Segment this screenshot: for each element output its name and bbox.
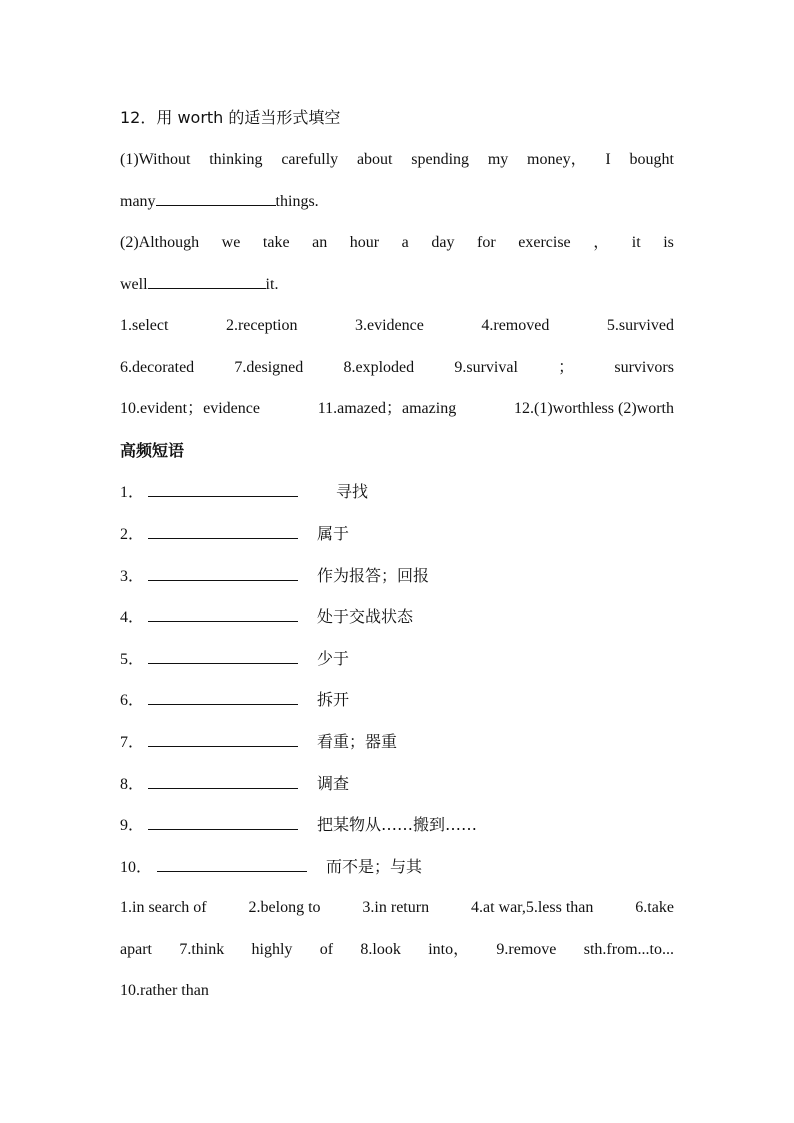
q1-word: I [605, 151, 611, 168]
answer-item: 5.survived [606, 317, 674, 334]
phrase-number: 8． [120, 776, 145, 793]
q1-word: carefully [281, 151, 339, 168]
answer-item: 7.designed [234, 359, 304, 376]
q2-word: take [262, 234, 290, 251]
answer-item: 1.in search of [120, 899, 207, 916]
q2-word: day [431, 234, 455, 251]
phrase-meaning: 而不是；与其 [326, 857, 423, 876]
phrase-meaning: 看重；器重 [317, 732, 398, 751]
q1-word: thinking [209, 151, 263, 168]
answer-item: 12.(1)worthless (2)worth [514, 400, 674, 417]
q1-prefix: many [120, 193, 156, 210]
answer-blank[interactable] [156, 191, 276, 206]
phrase-blank[interactable] [148, 482, 298, 497]
q1-word: about [356, 151, 393, 168]
answer-item: sth.from...to... [583, 941, 674, 958]
phrase-blank[interactable] [148, 524, 298, 539]
phrase-item [120, 690, 350, 711]
answer-item: 9.remove [496, 941, 557, 958]
section-heading: 高频短语 [120, 441, 185, 460]
q2-word: it [631, 234, 641, 251]
phrase-meaning: 作为报答；回报 [317, 566, 430, 585]
answer-item: survivors [614, 359, 674, 376]
question-2-line-1 [120, 233, 674, 253]
answer-item: of [319, 941, 334, 958]
phrase-blank[interactable] [148, 774, 298, 789]
phrase-meaning: 属于 [317, 524, 350, 543]
question-1-line-1 [120, 150, 674, 170]
phrase-meaning: 处于交战状态 [317, 607, 414, 626]
answers-row [120, 316, 674, 336]
q2-word: for [477, 234, 496, 251]
answer-item: ； [558, 359, 575, 376]
phrase-number: 2． [120, 526, 145, 543]
q2-word: is [663, 234, 674, 251]
answer-item: 9.survival [454, 359, 518, 376]
q2-word: ， [593, 234, 610, 251]
answer-item: 2.belong to [248, 899, 321, 916]
q1-word: money， [527, 151, 587, 168]
phrase-item [120, 524, 350, 545]
answer-item: apart [120, 941, 152, 958]
phrase-meaning: 调查 [317, 774, 350, 793]
phrase-meaning: 少于 [317, 649, 350, 668]
q1-word: bought [629, 151, 674, 168]
q2-word: hour [349, 234, 380, 251]
phrase-item [120, 566, 430, 587]
q1-suffix: things. [275, 193, 319, 210]
q1-word: spending [411, 151, 470, 168]
phrase-blank[interactable] [148, 815, 298, 830]
phrase-number: 7． [120, 734, 145, 751]
answer-item: 8.look [360, 941, 401, 958]
phrase-number: 3． [120, 568, 145, 585]
answer-item: 2.reception [225, 317, 298, 334]
answer-item: into， [428, 941, 470, 958]
answer-item: 3.evidence [354, 317, 424, 334]
phrase-blank[interactable] [148, 649, 298, 664]
q2-word: exercise [518, 234, 571, 251]
q2-prefix: well [120, 276, 148, 293]
question-title: 12．用 worth 的适当形式填空 [120, 108, 341, 127]
q1-word: (1)Without [120, 151, 191, 168]
answer-item: 4.removed [481, 317, 550, 334]
phrase-item [120, 732, 398, 753]
phrase-item [120, 607, 414, 628]
phrase-item [120, 649, 350, 670]
answer-item: 6.take [635, 899, 674, 916]
phrase-blank[interactable] [157, 857, 307, 872]
answer-item: 7.think [179, 941, 225, 958]
phrase-blank[interactable] [148, 690, 298, 705]
answer-item: 6.decorated [120, 359, 195, 376]
answer-item: 3.in return [362, 899, 430, 916]
phrase-meaning: 把某物从……搬到…… [317, 815, 478, 834]
q2-word: (2)Although [120, 234, 200, 251]
phrase-blank[interactable] [148, 566, 298, 581]
q2-word: an [312, 234, 328, 251]
question-2-line-2 [120, 274, 674, 295]
phrase-number: 6． [120, 692, 145, 709]
phrase-meaning: 寻找 [336, 482, 369, 501]
phrase-number: 10． [120, 859, 153, 876]
answer-item: 10.evident；evidence [120, 400, 260, 417]
phrase-answers-row [120, 898, 674, 918]
phrase-number: 1． [120, 484, 145, 501]
phrase-item [120, 857, 423, 878]
phrase-number: 9． [120, 817, 145, 834]
phrase-item [120, 482, 369, 503]
phrase-item [120, 815, 478, 836]
q2-word: we [221, 234, 241, 251]
answer-blank[interactable] [148, 274, 266, 289]
phrase-item [120, 774, 350, 795]
q2-suffix: it. [265, 276, 279, 293]
phrase-meaning: 拆开 [317, 690, 350, 709]
phrase-number: 4． [120, 609, 145, 626]
phrase-number: 5． [120, 651, 145, 668]
phrase-blank[interactable] [148, 607, 298, 622]
answer-item: 11.amazed；amazing [317, 400, 457, 417]
question-1-line-2 [120, 191, 674, 212]
answer-item: 4.at war,5.less than [470, 899, 594, 916]
answers-row [120, 358, 674, 378]
q1-word: my [487, 151, 509, 168]
answer-item: highly [251, 941, 293, 958]
phrase-answers-row [120, 940, 674, 960]
answers-row [120, 399, 674, 419]
answer-item: 8.exploded [343, 359, 415, 376]
q2-word: a [401, 234, 409, 251]
phrase-blank[interactable] [148, 732, 298, 747]
phrase-answers-row: 10.rather than [120, 982, 209, 999]
answer-item: 1.select [120, 317, 169, 334]
